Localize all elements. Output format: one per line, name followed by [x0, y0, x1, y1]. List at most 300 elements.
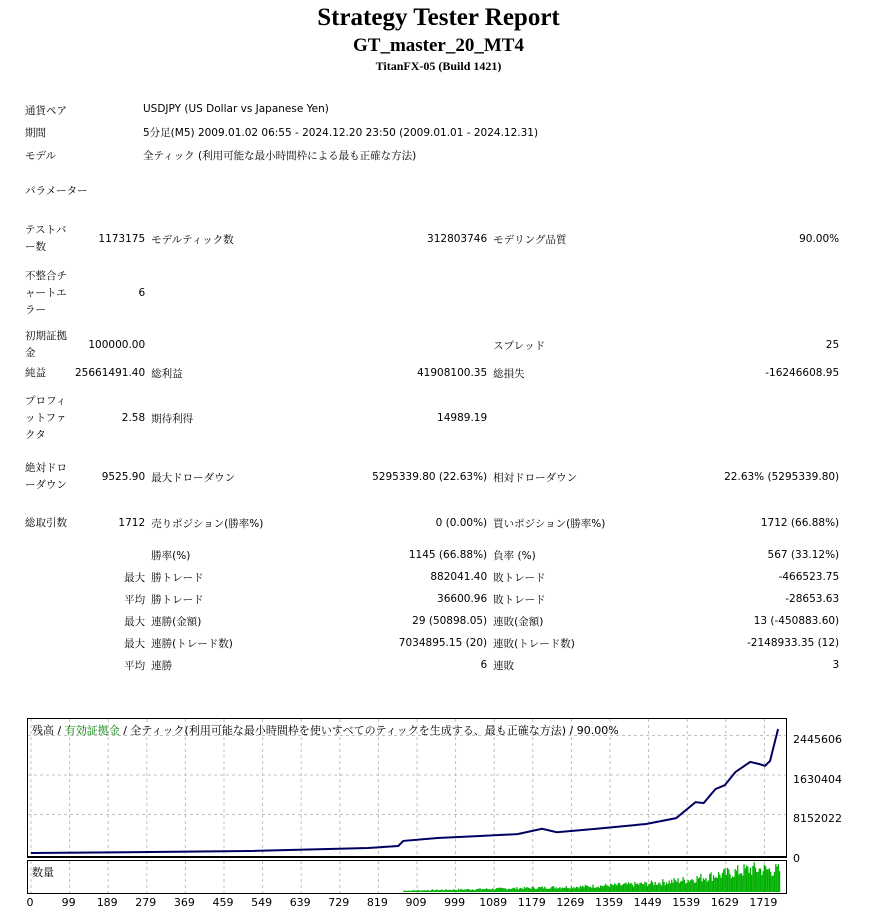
volume-bar: [451, 890, 452, 892]
x-tick: 99: [61, 896, 76, 909]
volume-bar: [719, 875, 720, 892]
volume-bar: [403, 891, 404, 892]
volume-bar: [410, 891, 411, 892]
stat-value: 1145 (66.88%): [408, 549, 488, 561]
volume-bar: [747, 867, 748, 892]
stat-label: [148, 258, 294, 328]
volume-bar: [473, 890, 474, 892]
volume-bar: [582, 886, 583, 892]
stat-label: 総利益: [151, 367, 183, 380]
volume-bar: [648, 884, 649, 892]
stats-row: [22, 362, 842, 384]
volume-bar: [613, 885, 614, 892]
volume-bar: [538, 887, 539, 892]
volume-bar: [405, 891, 406, 892]
volume-bar: [498, 888, 499, 892]
stat-label: [22, 610, 72, 632]
volume-bar: [676, 882, 677, 892]
x-tick: 639: [289, 896, 311, 909]
volume-bar: [496, 888, 497, 892]
stat-label: テストバー数: [25, 224, 67, 253]
stat-value: 14989.19: [437, 412, 488, 424]
volume-bar: [693, 880, 694, 892]
stat-value: 882041.40: [430, 571, 488, 583]
volume-bar: [634, 882, 635, 892]
stat-value: [294, 258, 490, 328]
volume-bar: [515, 889, 516, 892]
volume-bar: [542, 887, 543, 892]
volume-bar: [564, 888, 565, 892]
x-tick: 1269: [556, 896, 585, 909]
stat-label: 連敗: [493, 659, 515, 672]
volume-bar: [427, 890, 428, 892]
volume-bar: [738, 874, 739, 892]
volume-bar: [559, 887, 560, 892]
volume-bar: [416, 891, 417, 892]
stat-value: -466523.75: [778, 571, 840, 583]
volume-bar: [521, 888, 522, 892]
volume-bar: [526, 887, 527, 892]
stat-label: 売りポジション(勝率%): [151, 517, 264, 530]
volume-bar: [517, 889, 518, 892]
volume-bar: [637, 883, 638, 892]
volume-bar: [492, 888, 493, 892]
stat-value: [294, 328, 490, 362]
volume-bar: [735, 869, 736, 892]
volume-bar: [497, 888, 498, 892]
stat-value: 41908100.35: [417, 367, 488, 379]
volume-bar: [748, 873, 749, 892]
volume-bar: [429, 891, 430, 892]
y-tick: 8152022: [793, 812, 842, 825]
stat-value: 90.00%: [799, 233, 840, 245]
volume-bar: [512, 888, 513, 892]
volume-bar: [596, 887, 597, 892]
volume-bar: [743, 864, 744, 892]
volume-bar: [770, 872, 771, 892]
volume-bar: [620, 885, 621, 892]
volume-bar: [597, 887, 598, 892]
volume-bar: [655, 882, 656, 892]
volume-bar: [713, 875, 714, 892]
volume-bar: [563, 888, 564, 892]
volume-bar: [647, 886, 648, 892]
stat-value: 平均: [124, 593, 146, 606]
stat-value: 29 (50898.05): [412, 615, 488, 627]
stat-label: 負率 (%): [493, 549, 536, 562]
volume-bar: [740, 873, 741, 892]
volume-bar: [460, 889, 461, 892]
volume-bar: [761, 875, 762, 892]
volume-bar: [592, 885, 593, 892]
volume-bar: [490, 889, 491, 892]
stat-label: [490, 384, 646, 452]
stat-value: 6: [138, 287, 146, 299]
volume-bar: [436, 889, 437, 892]
volume-bar: [540, 887, 541, 892]
volume-bar: [600, 885, 601, 892]
volume-bar: [709, 874, 710, 892]
volume-bar: [413, 890, 414, 892]
volume-bar: [728, 869, 729, 892]
volume-bar: [523, 889, 524, 892]
stat-label: 初期証拠金: [25, 330, 67, 359]
y-tick: 1630404: [793, 773, 842, 786]
volume-bar: [632, 885, 633, 892]
x-tick: 1359: [595, 896, 623, 909]
volume-bar: [441, 890, 442, 892]
volume-bar: [531, 887, 532, 892]
stat-value: 最大: [124, 637, 146, 650]
volume-bar: [434, 891, 435, 892]
volume-bar: [727, 868, 728, 892]
volume-bar: [578, 888, 579, 892]
y-tick: 0: [793, 852, 800, 865]
volume-bar: [614, 883, 615, 892]
volume-bar: [705, 878, 706, 892]
volume-bar: [714, 878, 715, 892]
volume-bar: [467, 889, 468, 892]
volume-bar: [458, 889, 459, 892]
volume-bar: [682, 877, 683, 892]
volume-bar: [672, 883, 673, 892]
volume-bar: [487, 889, 488, 892]
volume-bar: [649, 884, 650, 892]
volume-bar: [608, 886, 609, 892]
volume-bar: [646, 883, 647, 892]
volume-bar: [571, 886, 572, 892]
stat-label: [22, 632, 72, 654]
volume-bar: [558, 888, 559, 892]
volume-bar: [459, 890, 460, 892]
volume-bar: [463, 890, 464, 892]
balance-legend: 残高: [32, 724, 54, 737]
volume-bar: [752, 866, 753, 892]
stat-label: 勝トレード: [151, 571, 204, 584]
volume-bar: [630, 883, 631, 892]
volume-bar: [514, 888, 515, 892]
stats-row: [22, 220, 842, 258]
volume-bar: [619, 883, 620, 892]
volume-bar: [681, 881, 682, 892]
x-tick: 1539: [672, 896, 701, 909]
info-row-model: [25, 148, 417, 163]
volume-bar: [449, 890, 450, 892]
volume-bar: [453, 889, 454, 892]
stat-value: [72, 544, 148, 566]
volume-bar: [671, 880, 672, 892]
stat-value: 22.63% (5295339.80): [724, 471, 840, 483]
stat-value: 36600.96: [437, 593, 488, 605]
x-tick: 1449: [633, 896, 662, 909]
volume-bar: [603, 886, 604, 892]
stat-label: 不整合チャートエラー: [25, 269, 67, 316]
stats-row: [22, 610, 842, 632]
volume-bar: [491, 889, 492, 892]
volume-bar: [622, 885, 623, 892]
volume-bar: [556, 887, 557, 892]
stat-value: 0 (0.00%): [435, 517, 488, 529]
stat-value: 3: [832, 659, 840, 671]
volume-bar: [462, 890, 463, 892]
volume-bar: [575, 888, 576, 892]
stat-label: 絶対ドローダウン: [25, 462, 67, 491]
stats-table: [22, 220, 842, 676]
volume-bar: [422, 891, 423, 892]
volume-bar: [611, 885, 612, 892]
volume-bar: [686, 883, 687, 892]
stats-row: [22, 258, 842, 328]
volume-bar: [548, 889, 549, 892]
volume-bar: [587, 886, 588, 892]
volume-bar: [715, 877, 716, 892]
volume-bar: [737, 865, 738, 892]
stat-value: [646, 258, 842, 328]
stat-label: 総損失: [493, 367, 525, 380]
x-tick: 549: [251, 896, 273, 909]
volume-bar: [723, 869, 724, 892]
x-tick: 459: [212, 896, 234, 909]
volume-bar: [627, 884, 628, 892]
stat-label: 連敗(トレード数): [493, 637, 575, 650]
volume-bar: [615, 884, 616, 892]
volume-bar: [633, 887, 634, 892]
x-tick: 1719: [749, 896, 778, 909]
volume-bar: [755, 868, 756, 892]
volume-bar: [580, 886, 581, 892]
stat-value: 6: [480, 659, 488, 671]
volume-bar: [439, 890, 440, 892]
volume-bar: [530, 889, 531, 892]
stats-row: [22, 632, 842, 654]
volume-bar: [545, 888, 546, 892]
volume-bar: [432, 889, 433, 892]
info-label: モデル: [25, 150, 56, 162]
volume-bar: [524, 887, 525, 892]
stat-value: 100000.00: [88, 339, 146, 351]
stat-value: 567 (33.12%): [767, 549, 840, 561]
volume-bar: [535, 889, 536, 892]
stat-label: [22, 588, 72, 610]
x-tick: 279: [135, 896, 157, 909]
volume-bar: [651, 880, 652, 892]
stat-label: 期待利得: [151, 412, 194, 425]
volume-bar: [534, 888, 535, 892]
stats-row: [22, 328, 842, 362]
volume-bar: [642, 884, 643, 892]
volume-bar: [639, 883, 640, 892]
stats-row: [22, 452, 842, 502]
stat-value: [646, 384, 842, 452]
volume-bar: [684, 880, 685, 892]
volume-bar: [741, 873, 742, 892]
volume-bar: [483, 889, 484, 892]
stat-label: 総取引数: [25, 516, 67, 529]
volume-bar: [504, 888, 505, 892]
volume-bar: [469, 890, 470, 892]
stat-value: 5295339.80 (22.63%): [372, 471, 488, 483]
volume-bar: [415, 891, 416, 892]
volume-bar: [568, 888, 569, 892]
info-row-parameters: [25, 183, 88, 198]
volume-bar: [407, 891, 408, 892]
volume-bar: [511, 889, 512, 892]
stat-value: 最大: [124, 615, 146, 628]
volume-bar: [628, 882, 629, 892]
x-tick: 909: [405, 896, 427, 909]
stat-label: 勝率(%): [151, 549, 191, 562]
volume-bar: [506, 890, 507, 892]
volume-bar: [604, 885, 605, 892]
stat-label: 純益: [25, 366, 46, 379]
volume-bar: [594, 888, 595, 892]
volume-bar: [586, 886, 587, 892]
volume-bar: [773, 875, 774, 892]
volume-plot: [28, 861, 786, 893]
volume-bar: [641, 883, 642, 892]
volume-bar: [471, 890, 472, 892]
stat-value: 1712 (66.88%): [760, 517, 840, 529]
volume-bar: [776, 867, 777, 892]
volume-bar: [481, 889, 482, 892]
volume-bar: [464, 889, 465, 892]
volume-label: 数量: [32, 866, 54, 879]
volume-bar: [680, 882, 681, 892]
stat-label: [490, 258, 646, 328]
info-label: 通貨ペア: [25, 105, 67, 117]
x-tick: 0: [26, 896, 34, 909]
volume-bar: [418, 890, 419, 892]
stat-label: プロフィットファクタ: [25, 394, 67, 441]
volume-bar: [590, 887, 591, 892]
stat-label: 連勝: [151, 659, 173, 672]
volume-bar: [457, 890, 458, 892]
volume-bar: [448, 890, 449, 892]
volume-bar: [576, 887, 577, 892]
volume-bar: [445, 889, 446, 892]
volume-bar: [766, 869, 767, 892]
stat-value: 25661491.40: [75, 367, 146, 379]
volume-bar: [583, 887, 584, 892]
volume-bar: [768, 869, 769, 892]
volume-bar: [533, 887, 534, 892]
volume-bar: [710, 872, 711, 892]
volume-bar: [667, 884, 668, 892]
volume-bar: [765, 866, 766, 892]
stat-label: 敗トレード: [493, 571, 546, 584]
volume-bar: [754, 862, 755, 892]
volume-bar: [577, 887, 578, 892]
volume-bar: [694, 883, 695, 892]
volume-bar: [601, 886, 602, 892]
volume-bar: [552, 886, 553, 892]
stat-label: 買いポジション(勝率%): [493, 517, 606, 530]
volume-bar: [670, 883, 671, 892]
x-tick: 1629: [710, 896, 739, 909]
volume-bar: [702, 881, 703, 892]
volume-bar: [421, 890, 422, 892]
volume-bar: [707, 881, 708, 892]
volume-bar: [779, 871, 780, 892]
volume-bar: [554, 888, 555, 892]
volume-bar: [482, 889, 483, 892]
volume-bar: [731, 878, 732, 892]
volume-bar: [581, 887, 582, 892]
volume-bar: [762, 871, 763, 892]
volume-bar: [718, 872, 719, 892]
volume-bar: [420, 891, 421, 892]
volume-bar: [677, 878, 678, 892]
volume-bar: [760, 868, 761, 892]
volume-bar: [745, 868, 746, 892]
volume-bar: [550, 887, 551, 892]
volume-bar: [696, 876, 697, 892]
x-tick: 1179: [517, 896, 546, 909]
volume-bar: [549, 889, 550, 892]
volume-bar: [657, 885, 658, 892]
info-value: USDJPY (US Dollar vs Japanese Yen): [143, 103, 329, 115]
volume-bar: [685, 883, 686, 892]
volume-bar: [431, 890, 432, 892]
volume-bar: [636, 884, 637, 892]
legend-separator: /: [54, 724, 65, 737]
balance-plot: [28, 719, 786, 856]
volume-bar: [658, 882, 659, 892]
info-label: パラメーター: [25, 185, 88, 197]
volume-bar: [660, 884, 661, 892]
volume-bar: [539, 887, 540, 892]
volume-bar: [544, 887, 545, 892]
volume-bar: [759, 869, 760, 892]
volume-bar: [712, 881, 713, 892]
volume-bar: [599, 888, 600, 892]
volume-bar: [605, 884, 606, 892]
volume-bar: [484, 889, 485, 892]
stat-label: 連勝(トレード数): [151, 637, 233, 650]
volume-bar: [757, 872, 758, 892]
volume-bar: [488, 889, 489, 892]
volume-bar: [724, 868, 725, 892]
volume-bar: [509, 889, 510, 892]
volume-bar: [502, 888, 503, 892]
equity-legend: 有効証拠金: [64, 724, 120, 737]
volume-chart: [27, 860, 787, 894]
volume-bar: [661, 885, 662, 892]
volume-bar: [595, 888, 596, 892]
volume-bar: [412, 890, 413, 892]
volume-bar: [623, 884, 624, 892]
volume-bar: [528, 888, 529, 892]
chart-legend: [32, 722, 619, 738]
volume-bar: [610, 884, 611, 892]
volume-bar: [543, 888, 544, 892]
volume-bar: [688, 880, 689, 892]
volume-bar: [450, 890, 451, 892]
volume-bar: [638, 885, 639, 892]
stats-row: [22, 502, 842, 544]
volume-bar: [547, 889, 548, 892]
volume-bar: [609, 887, 610, 892]
volume-bar: [478, 889, 479, 892]
volume-bar: [557, 889, 558, 892]
volume-bar: [474, 890, 475, 892]
volume-bar: [438, 890, 439, 892]
volume-bar: [616, 885, 617, 892]
volume-bar: [505, 888, 506, 892]
volume-bar: [689, 882, 690, 892]
volume-bar: [606, 885, 607, 892]
stat-value: 7034895.15 (20): [398, 637, 488, 649]
